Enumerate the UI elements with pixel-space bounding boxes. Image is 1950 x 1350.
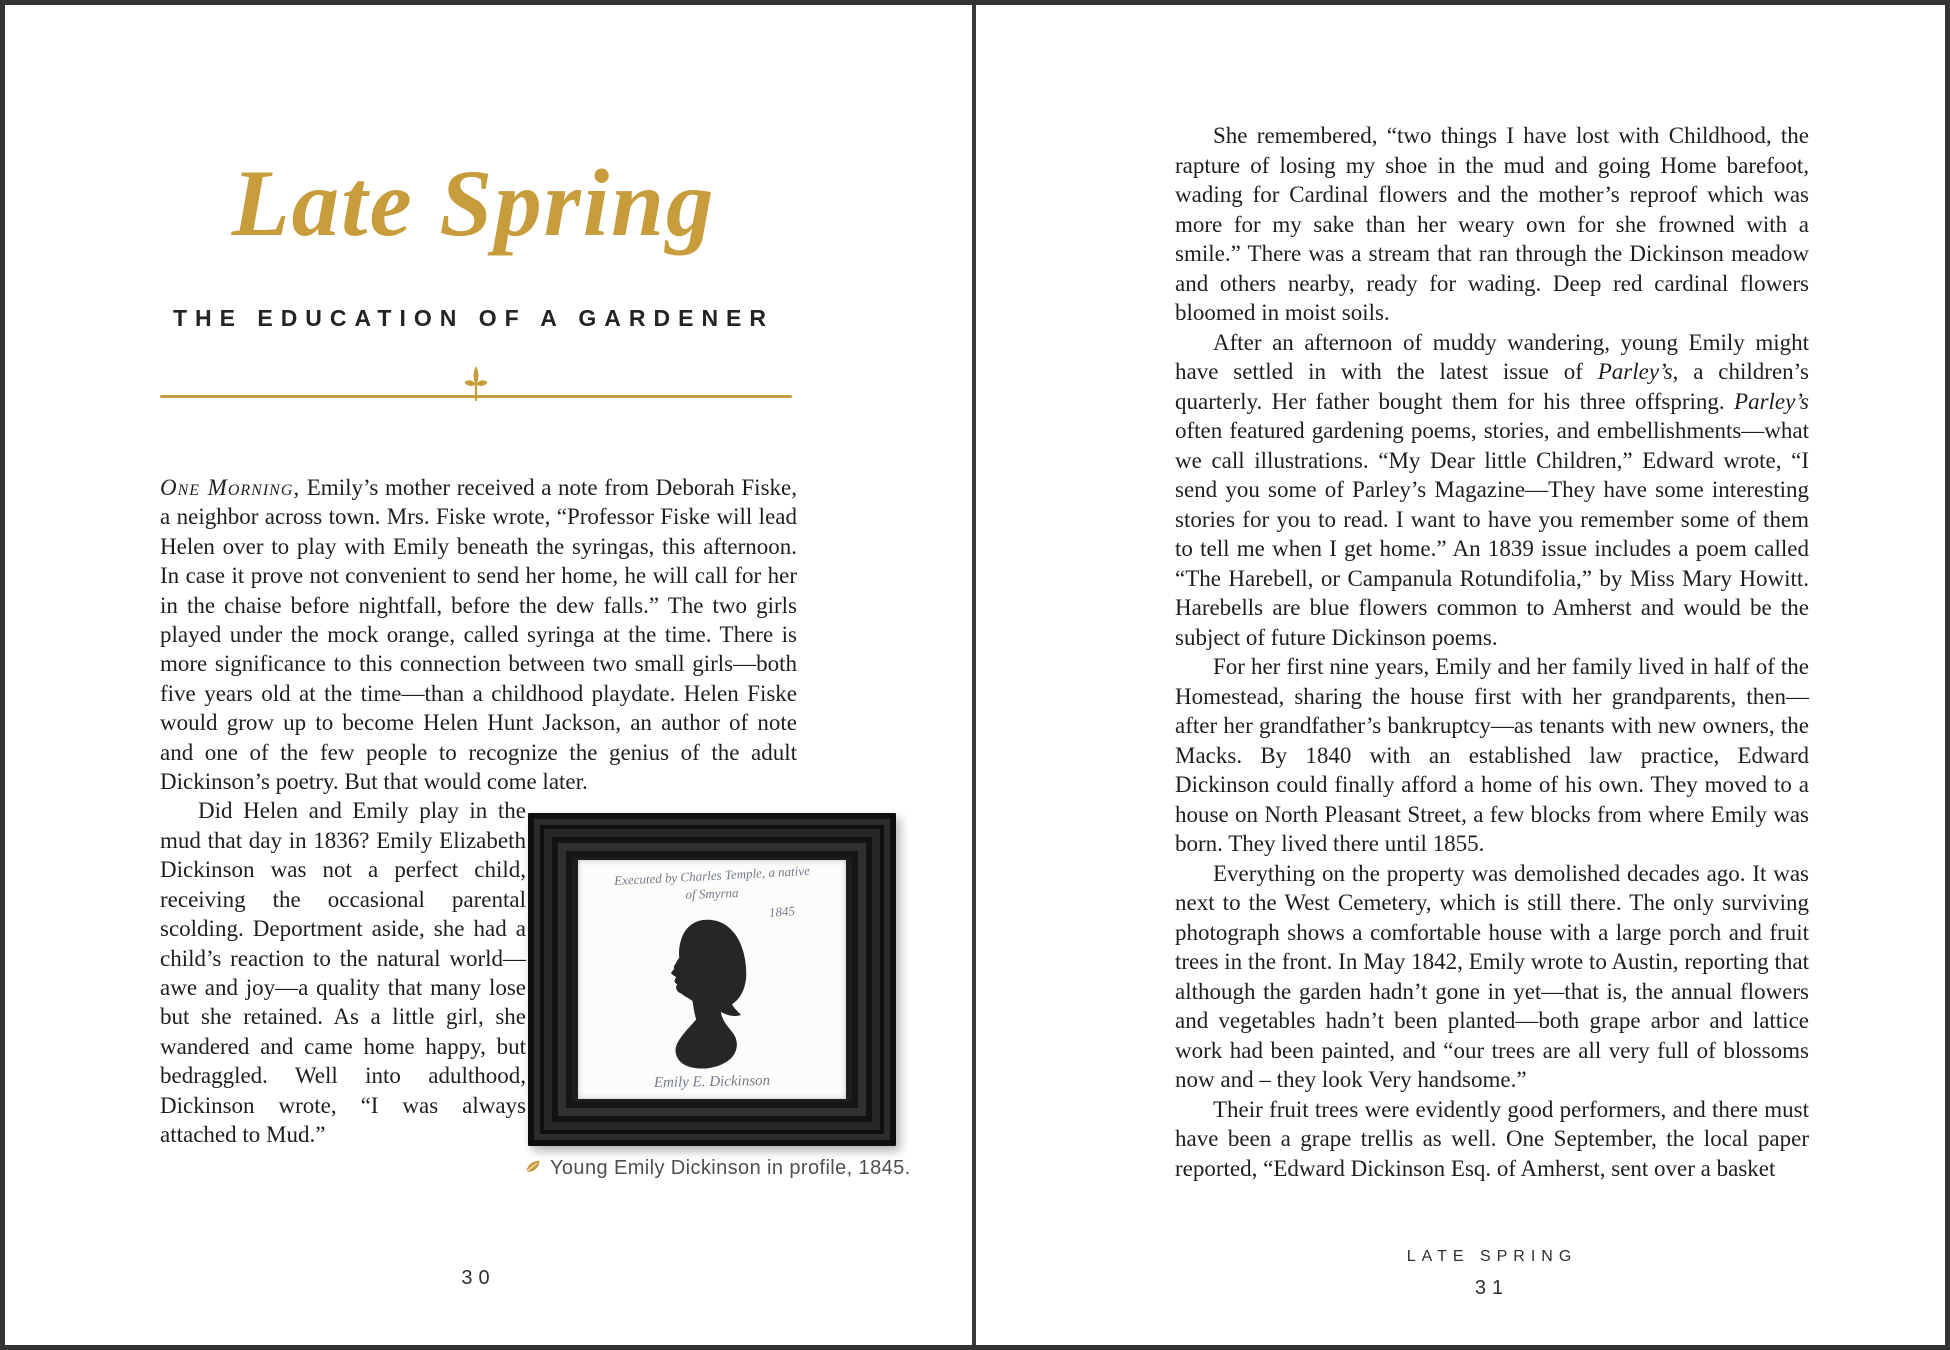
framed-silhouette-photo xyxy=(528,813,896,1146)
page-number-left: 30 xyxy=(461,1267,496,1289)
chapter-title: Late Spring xyxy=(231,150,716,256)
page-gutter-divider xyxy=(972,5,976,1350)
paragraph: Everything on the property was demolished decades ago. It was next to the West Cemetery, which is still there. The only surviving photograph shows a comfortable house with a large porch and fruit trees in the front. In May 1842, Emily wrote to Austin, reporting that although the garden hadn’t gone in yet—that is, the annual flowers and vegetables hadn’t been planted—both grape arbor and lattice work had been painted, and “our trees are all very full of blossoms now and – they look Very handsome.” xyxy=(1175,860,1809,1092)
lead-in-small-caps: One Morning, xyxy=(160,475,301,500)
paragraph: For her first nine years, Emily and her family lived in half of the Homestead, sharing the house first with her grandparents, then—after her grandfather’s bankruptcy—as tenants with new owners, the Macks. By 1840 with an established law practice, Edward Dickinson could finally afford a home of his own. They moved to a house on North Pleasant Street, a few blocks from where Emily was born. They lived there until 1855. xyxy=(1175,654,1809,856)
figure-caption xyxy=(525,1157,945,1185)
running-footer: LATE SPRING xyxy=(1406,1248,1578,1265)
handwriting-inscription: Executed by Charles Temple, a native xyxy=(613,862,811,889)
page-number-right: 31 xyxy=(1474,1277,1510,1299)
figure-caption-text: Young Emily Dickinson in profile, 1845. xyxy=(550,1157,911,1179)
right-page-text xyxy=(1175,121,1809,1183)
photo-mat xyxy=(578,860,846,1099)
handwriting-date: 1845 xyxy=(768,903,796,920)
handwriting-signature: Emily E. Dickinson xyxy=(653,1072,771,1092)
girl-profile-silhouette xyxy=(644,912,770,1070)
chapter-subtitle: THE EDUCATION OF A GARDENER xyxy=(172,305,775,331)
paragraph-text: Emily’s mother received a note from Deborah Fiske, a neighbor across town. Mrs. Fiske wrote, “Professor Fiske will lead Helen over to play with Emily beneath the syringas, this afternoon. In case it prove not convenient to send her home, he will call for her in the chaise before nightfall, before the dew falls.” The two girls played under the mock orange, called syringa at the time. There is more significance to this connection between two small girls—both five years old at the time—than a childhood playdate. Helen Fiske would grow up to become Helen Hunt Jackson, an author of note and one of the few people to recognize the genius of the adult Dickinson’s poetry. But that would come later. xyxy=(160,475,797,795)
paragraph: After an afternoon of muddy wandering, young Emily might have settled in with the latest issue of Parley’s, a children’s quarterly. Her father bought them for his three offspring. Parley’s often featured gardening poems, stories, and embellishments—what we call illustrations. “My Dear little Children,” Edward wrote, “I send you some of Parley’s Magazine—They have some interesting stories for you to read. I want to have you remember some of them to tell me when I get home.” An 1839 issue includes a poem called “The Harebell, or Campanula Rotundifolia,” by Miss Mary Howitt. Harebells are blue flowers common to Amherst and would be the subject of future Dickinson poems. xyxy=(1175,329,1809,650)
leaf-icon xyxy=(525,1159,542,1176)
paragraph xyxy=(160,473,797,796)
paragraph: Did Helen and Emily play in the mud that day in 1836? Emily Elizabeth Dickinson was not a perfect child, receiving the occasional parental scolding. Deportment aside, she had a child’s reaction to the natural world—awe and joy—a quality that many lose but she retained. As a little girl, she wandered and came home happy, but bedraggled. Well into adulthood, Dickinson wrote, “I was always attached to Mud.” xyxy=(160,798,526,1147)
paragraph: Their fruit trees were evidently good performers, and there must have been a grape trellis as well. One September, the local paper reported, “Edward Dickinson Esq. of Amherst, sent over a basket xyxy=(1175,1096,1809,1181)
handwriting-inscription: of Smyrna xyxy=(685,885,739,902)
chapter-divider xyxy=(160,365,792,405)
paragraph: She remembered, “two things I have lost with Childhood, the rapture of losing my shoe in the mud and going Home barefoot, wading for Cardinal flowers and the mother’s reproof which was more for my sake than her weary own for she frowned with a smile.” There was a stream that ran through the Dickinson meadow and others nearby, ready for wading. Deep red cardinal flowers bloomed in moist soils. xyxy=(1175,123,1809,325)
sprout-fleuron-icon xyxy=(463,365,489,405)
